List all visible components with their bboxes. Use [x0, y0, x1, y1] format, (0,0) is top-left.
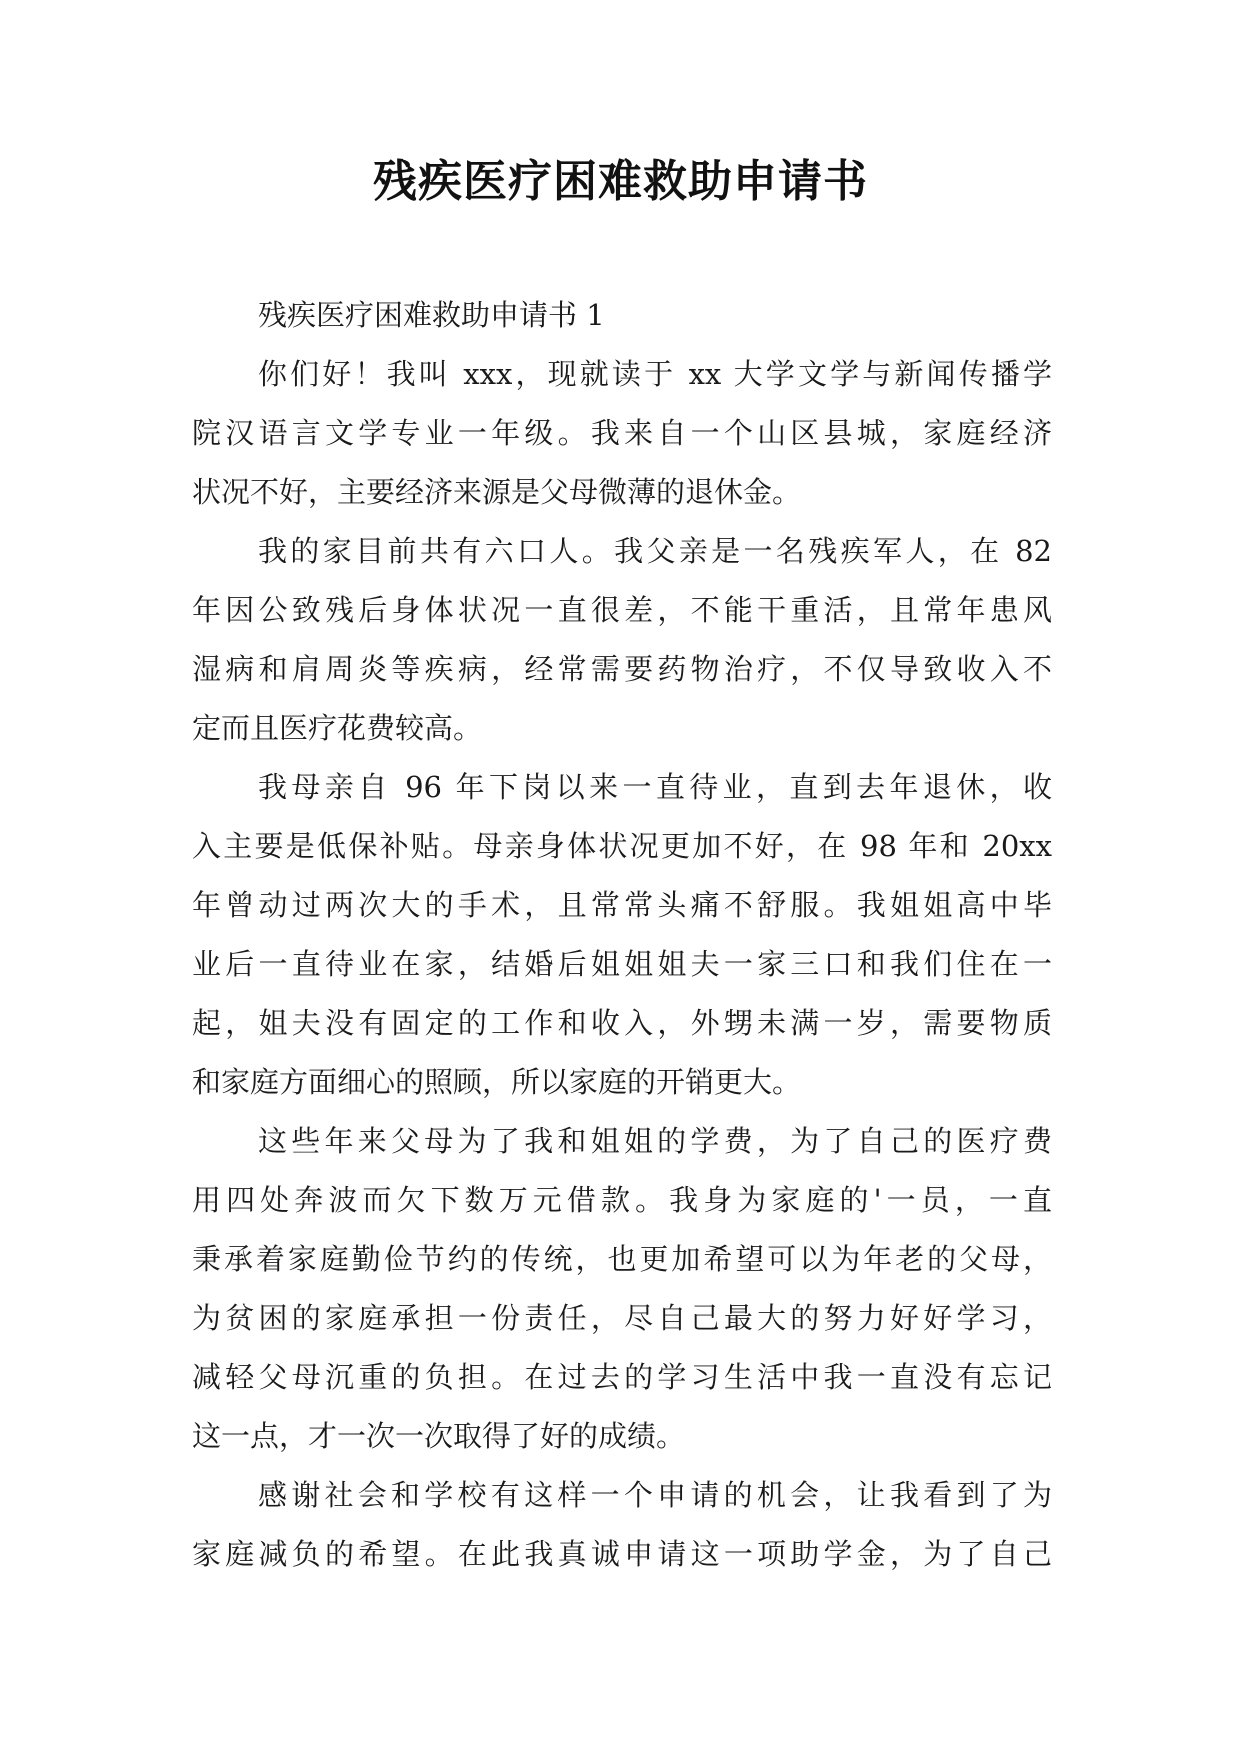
body-line: 湿病和肩周炎等疾病，经常需要药物治疗，不仅导致收入不 [192, 652, 1052, 686]
body-line: 这一点，才一次一次取得了好的成绩。 [192, 1419, 686, 1453]
body-line: 入主要是低保补贴。母亲身体状况更加不好，在 98 年和 20xx [192, 829, 1052, 863]
body-line: 这些年来父母为了我和姐姐的学费，为了自己的医疗费 [258, 1124, 1052, 1158]
body-line: 业后一直待业在家，结婚后姐姐姐夫一家三口和我们住在一 [192, 947, 1052, 981]
body-line: 用四处奔波而欠下数万元借款。我身为家庭的'一员，一直 [192, 1183, 1052, 1217]
document-title: 残疾医疗困难救助申请书 [373, 156, 868, 207]
body-line: 秉承着家庭勤俭节约的传统，也更加希望可以为年老的父母， [192, 1242, 1052, 1276]
body-line: 院汉语言文学专业一年级。我来自一个山区县城，家庭经济 [192, 416, 1052, 450]
body-line: 定而且医疗花费较高。 [192, 711, 483, 745]
body-line: 起，姐夫没有固定的工作和收入，外甥未满一岁，需要物质 [192, 1006, 1052, 1040]
body-line: 年曾动过两次大的手术，且常常头痛不舒服。我姐姐高中毕 [192, 888, 1052, 922]
body-line: 我母亲自 96 年下岗以来一直待业，直到去年退休，收 [258, 770, 1052, 804]
body-line: 家庭减负的希望。在此我真诚申请这一项助学金，为了自己 [192, 1537, 1052, 1571]
body-line: 年因公致残后身体状况一直很差，不能干重活，且常年患风 [192, 593, 1052, 627]
document-body [192, 286, 1052, 1584]
body-line: 状况不好，主要经济来源是父母微薄的退休金。 [192, 475, 802, 509]
body-line: 我的家目前共有六口人。我父亲是一名残疾军人，在 82 [258, 534, 1052, 568]
body-line: 残疾医疗困难救助申请书 1 [258, 298, 605, 332]
body-line: 感谢社会和学校有这样一个申请的机会，让我看到了为 [258, 1478, 1052, 1512]
body-line: 和家庭方面细心的照顾，所以家庭的开销更大。 [192, 1065, 802, 1099]
body-line: 你们好！我叫 xxx，现就读于 xx 大学文学与新闻传播学 [258, 357, 1052, 391]
body-line: 为贫困的家庭承担一份责任，尽自己最大的努力好好学习， [192, 1301, 1052, 1335]
body-line: 减轻父母沉重的负担。在过去的学习生活中我一直没有忘记 [192, 1360, 1052, 1394]
